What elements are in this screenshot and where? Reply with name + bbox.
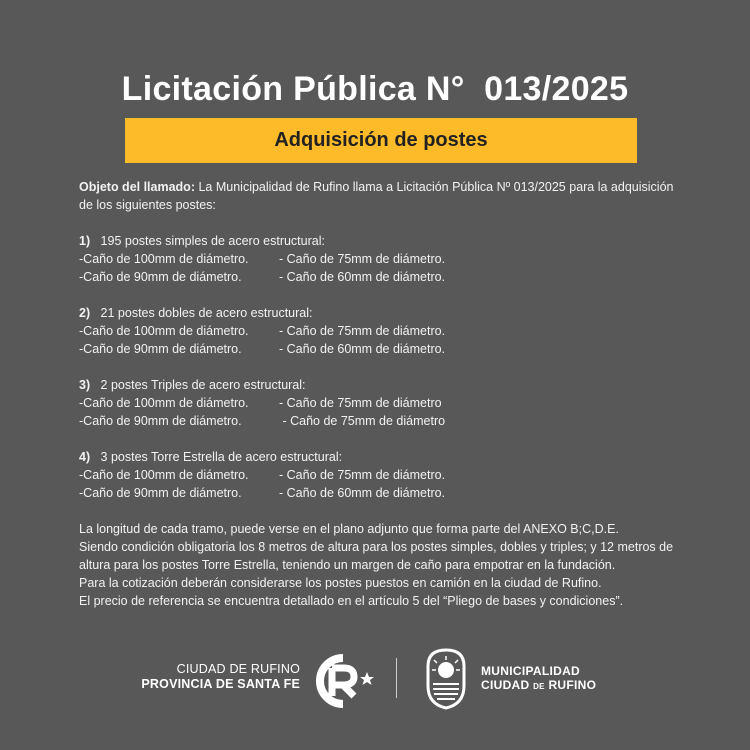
spec-item: - Caño de 60mm de diámetro. <box>279 270 446 284</box>
spec-row <box>79 250 679 268</box>
city-name: CIUDAD DE RUFINO <box>176 662 300 676</box>
spec-row <box>79 340 679 358</box>
spec-row <box>79 412 679 430</box>
footer-divider <box>396 658 397 698</box>
spec-item: -Caño de 100mm de diámetro. <box>79 252 249 266</box>
spec-item: -Caño de 90mm de diámetro. <box>79 270 242 284</box>
spec-item: - Caño de 75mm de diámetro <box>279 414 446 428</box>
spec-item: - Caño de 75mm de diámetro. <box>279 324 446 338</box>
intro-text: La Municipalidad de Rufino llama a Licitación Pública Nº 013/2025 para la adquisición de los siguientes postes: <box>79 180 674 212</box>
section-number: 3) <box>79 378 91 392</box>
spec-item: - Caño de 75mm de diámetro. <box>279 468 446 482</box>
municipal-coat-of-arms-icon <box>424 646 468 710</box>
municipality-line1: MUNICIPALIDAD <box>481 664 581 678</box>
spec-row <box>79 394 679 412</box>
note-line: La longitud de cada tramo, puede verse en el plano adjunto que forma parte del ANEXO B;C,D.E. <box>79 522 619 536</box>
spec-item: - Caño de 60mm de diámetro. <box>279 486 446 500</box>
spec-item: -Caño de 100mm de diámetro. <box>79 396 249 410</box>
note-line: El precio de referencia se encuentra detallado en el artículo 5 del “Pliego de bases y condiciones”. <box>79 594 624 608</box>
note-line: Siendo condición obligatoria los 8 metros de altura para los postes simples, dobles y triples; y 12 metros de altura para los postes Torre Estrella, teniendo un margen de caño para empotrar en la fundación. <box>79 540 674 572</box>
spec-item: -Caño de 90mm de diámetro. <box>79 342 242 356</box>
spec-item: -Caño de 100mm de diámetro. <box>79 468 249 482</box>
intro-paragraph <box>79 178 679 214</box>
section-number: 4) <box>79 450 91 464</box>
province-name: PROVINCIA DE SANTA FE <box>141 677 300 691</box>
note-line: Para la cotización deberán considerarse los postes puestos en camión en la ciudad de Rufino. <box>79 576 602 590</box>
footer <box>0 640 750 720</box>
municipality-line2: CIUDAD DE RUFINO <box>481 678 597 692</box>
spec-item: - Caño de 75mm de diámetro. <box>279 252 446 266</box>
page-title: Licitación Pública N° 013/2025 <box>121 70 629 108</box>
rufino-cr-logo-icon <box>310 650 380 712</box>
spec-row <box>79 466 679 484</box>
section-heading: 21 postes dobles de acero estructural: <box>100 306 313 320</box>
municipality-label <box>481 664 596 694</box>
announcement-body <box>79 178 679 610</box>
spec-item: -Caño de 100mm de diámetro. <box>79 324 249 338</box>
intro-label: Objeto del llamado: <box>79 180 195 194</box>
subtitle-text: Adquisición de postes <box>274 129 488 151</box>
section-1 <box>79 232 679 286</box>
spec-item: - Caño de 60mm de diámetro. <box>279 342 446 356</box>
spec-row <box>79 484 679 502</box>
section-2 <box>79 304 679 358</box>
section-3 <box>79 376 679 430</box>
notes <box>79 520 679 610</box>
section-heading: 2 postes Triples de acero estructural: <box>100 378 306 392</box>
section-4 <box>79 448 679 502</box>
section-number: 2) <box>79 306 91 320</box>
spec-item: -Caño de 90mm de diámetro. <box>79 486 242 500</box>
city-label <box>141 662 300 692</box>
section-heading: 195 postes simples de acero estructural: <box>100 234 325 248</box>
spec-item: - Caño de 75mm de diámetro <box>279 396 442 410</box>
spec-item: -Caño de 90mm de diámetro. <box>79 414 242 428</box>
spec-row <box>79 322 679 340</box>
spec-row <box>79 268 679 286</box>
section-number: 1) <box>79 234 91 248</box>
subtitle-banner <box>125 118 637 163</box>
section-heading: 3 postes Torre Estrella de acero estructural: <box>100 450 343 464</box>
